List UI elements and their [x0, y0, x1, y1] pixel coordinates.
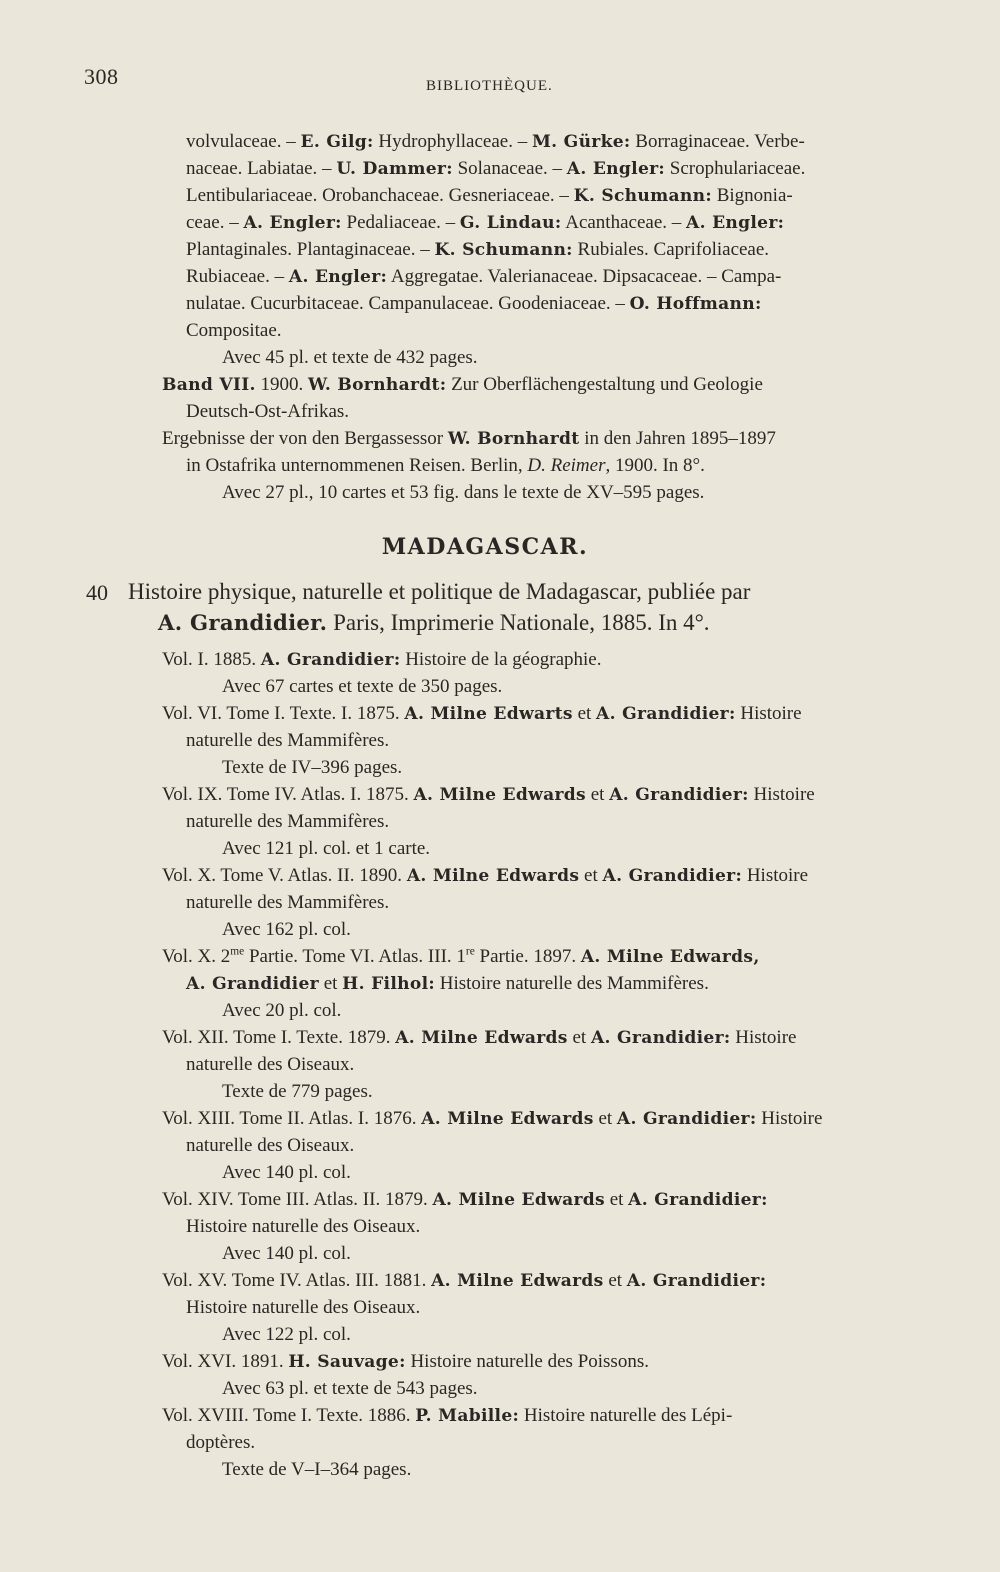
page-count-note: Avec 122 pl. col. — [222, 1324, 351, 1345]
text-line: nulatae. Cucurbitaceae. Campanulaceae. Goodeniaceae. – O. Hoffmann: — [186, 293, 762, 314]
text-line: Compositae. — [186, 320, 282, 341]
page-count-note: Avec 63 pl. et texte de 543 pages. — [222, 1378, 478, 1399]
volume-line: Vol. XV. Tome IV. Atlas. III. 1881. A. Milne Edwards et A. Grandidier: — [162, 1270, 767, 1291]
section-title: MADAGASCAR. — [381, 534, 589, 560]
volume-line: Vol. X. Tome V. Atlas. II. 1890. A. Milne Edwards et A. Grandidier: Histoire — [162, 865, 809, 886]
page-count-note: Texte de V–I–364 pages. — [222, 1459, 412, 1480]
text-line: Plantaginales. Plantaginaceae. – K. Schumann: Rubiales. Caprifoliaceae. — [186, 239, 770, 260]
page-count-note: Avec 140 pl. col. — [222, 1243, 351, 1264]
volume-line: Vol. XVI. 1891. H. Sauvage: Histoire naturelle des Poissons. — [162, 1351, 649, 1372]
text-line: Deutsch-Ost-Afrikas. — [186, 401, 350, 422]
text-line: Histoire naturelle des Oiseaux. — [186, 1297, 421, 1318]
text-line: A. Grandidier et H. Filhol: Histoire naturelle des Mammifères. — [186, 973, 709, 994]
text-line: naturelle des Mammifères. — [186, 730, 390, 751]
volume-line: Vol. XIII. Tome II. Atlas. I. 1876. A. Milne Edwards et A. Grandidier: Histoire — [162, 1108, 823, 1129]
text-line: naturelle des Mammifères. — [186, 892, 390, 913]
volume-line: Vol. XVIII. Tome I. Texte. 1886. P. Mabille: Histoire naturelle des Lépi- — [162, 1405, 733, 1426]
volume-line: Vol. VI. Tome I. Texte. I. 1875. A. Milne Edwarts et A. Grandidier: Histoire — [162, 703, 802, 724]
page-count-note: Avec 121 pl. col. et 1 carte. — [222, 838, 431, 859]
page-count-note: Avec 140 pl. col. — [222, 1162, 351, 1183]
page-count-note: Avec 67 cartes et texte de 350 pages. — [222, 676, 503, 697]
page-number: 308 — [84, 64, 119, 89]
entry-number: 40 — [86, 580, 108, 605]
text-line: naturelle des Oiseaux. — [186, 1135, 355, 1156]
text-line: Rubiaceae. – A. Engler: Aggregatae. Valerianaceae. Dipsacaceae. – Campa- — [186, 266, 782, 287]
volume-line: Vol. IX. Tome IV. Atlas. I. 1875. A. Milne Edwards et A. Grandidier: Histoire — [162, 784, 815, 805]
volume-line: Vol. X. $2^{me}$ Partie. Tome VI. Atlas. III. 1re Partie. 1897. A. Milne Edwards, — [162, 945, 760, 967]
text-line: naturelle des Mammifères. — [186, 811, 390, 832]
page-count-note: Avec 20 pl. col. — [222, 1000, 342, 1021]
page-count-note: Avec 162 pl. col. — [222, 919, 351, 940]
text-line: naturelle des Oiseaux. — [186, 1054, 355, 1075]
page-count-note: Avec 27 pl., 10 cartes et 53 fig. dans le texte de XV–595 pages. — [222, 482, 705, 503]
page-count-note: Avec 45 pl. et texte de 432 pages. — [222, 347, 478, 368]
text-line: naceae. Labiatae. – U. Dammer: Solanaceae. – A. Engler: Scrophulariaceae. — [186, 158, 806, 179]
text-line: Lentibulariaceae. Orobanchaceae. Gesneriaceae. – K. Schumann: Bignonia- — [186, 185, 793, 206]
running-head: BIBLIOTHÈQUE. — [426, 78, 553, 94]
text-line: ceae. – A. Engler: Pedaliaceae. – G. Lindau: Acanthaceae. – A. Engler: — [186, 212, 785, 233]
text-line: Histoire naturelle des Oiseaux. — [186, 1216, 421, 1237]
text-line: volvulaceae. – E. Gilg: Hydrophyllaceae. – M. Gürke: Borraginaceae. Verbe- — [186, 131, 805, 152]
page-header — [84, 64, 940, 104]
page-count-note: Texte de 779 pages. — [222, 1081, 373, 1102]
volume-line: Vol. XIV. Tome III. Atlas. II. 1879. A. Milne Edwards et A. Grandidier: — [162, 1189, 768, 1210]
volume-line: Vol. I. 1885. A. Grandidier: Histoire de la géographie. — [162, 649, 602, 670]
text-line: in Ostafrika unternommenen Reisen. Berlin, D. Reimer, 1900. In 8°. — [186, 455, 705, 476]
page-count-note: Texte de IV–396 pages. — [222, 757, 403, 778]
volume-line: Vol. XII. Tome I. Texte. 1879. A. Milne Edwards et A. Grandidier: Histoire — [162, 1027, 797, 1048]
entry-title: Histoire physique, naturelle et politique de Madagascar, publiée par — [128, 579, 751, 604]
text-line: Ergebnisse der von den Bergassessor W. Bornhardt in den Jahren 1895–1897 — [162, 428, 776, 449]
text-line: doptères. — [186, 1432, 256, 1453]
entry-title: A. Grandidier. Paris, Imprimerie Nationale, 1885. In 4°. — [158, 610, 710, 635]
entry-heading: Band VII. 1900. W. Bornhardt: Zur Oberflächengestaltung und Geologie — [162, 374, 763, 395]
